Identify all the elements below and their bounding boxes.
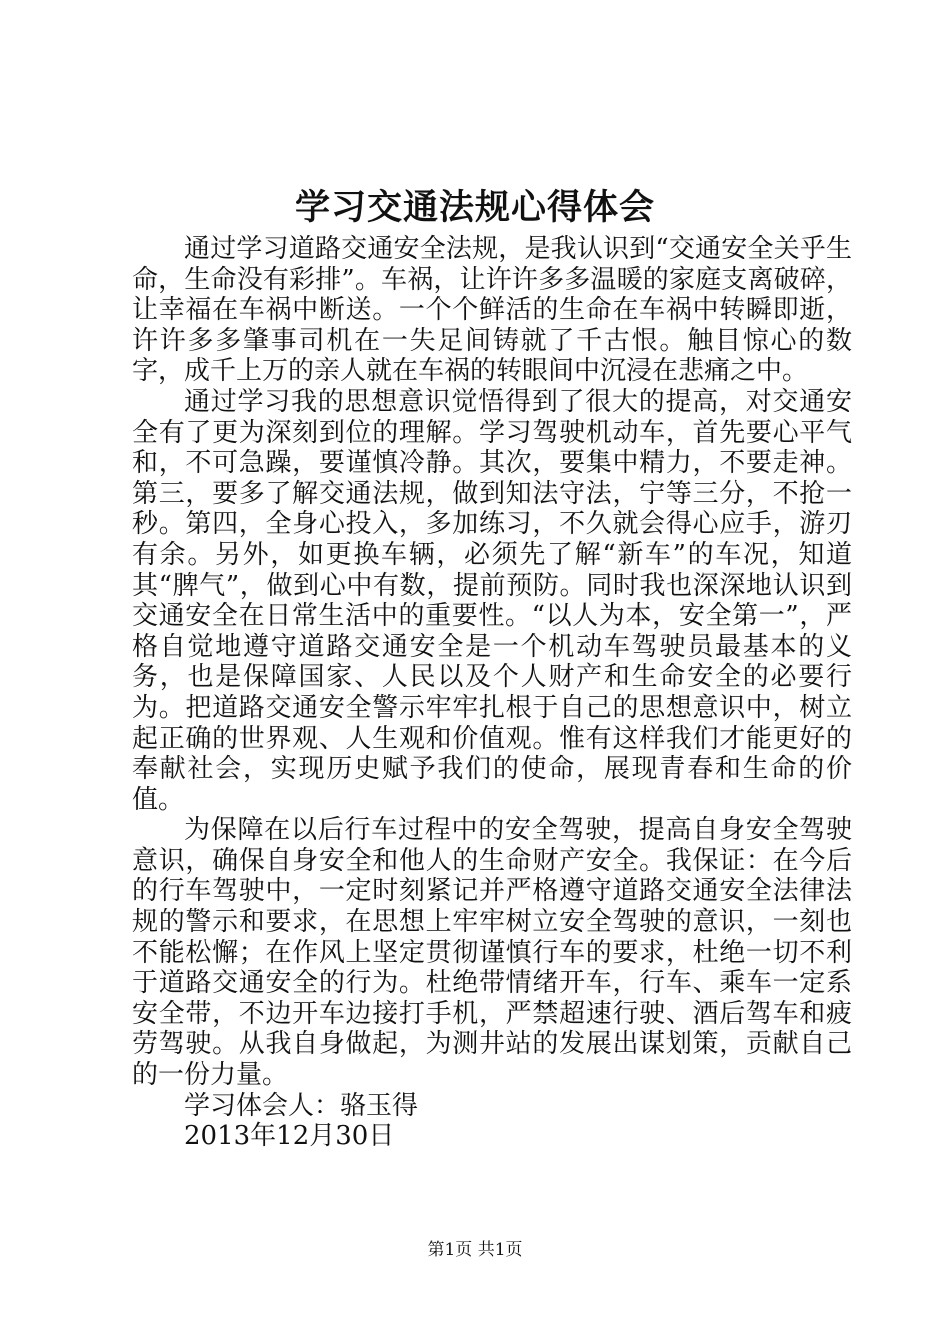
paragraph-2: 通过学习我的思想意识觉悟得到了很大的提高，对交通安全有了更为深刻到位的理解。学习驾驶机动车，首先要心平气和，不可急躁，要谨慎冷静。其次，要集中精力，不要走神。第三，要多了解交通法规，做到知法守法，宁等三分，不抢一秒。第四，全身心投入，多加练习，不久就会得心应手，游刃有余。另外，如更换车辆，必须先了解“新车”的车况，知道其“脾气”，做到心中有数，提前预防。同时我也深深地认识到交通安全在日常生活中的重要性。“以人为本，安全第一”，严格自觉地遵守道路交通安全是一个机动车驾驶员最基本的义务，也是保障国家、人民以及个人财产和生命安全的必要行为。把道路交通安全警示牢牢扎根于自己的思想意识中，树立起正确的世界观、人生观和价值观。惟有这样我们才能更好的奉献社会，实现历史赋予我们的使命，展现青春和生命的价值。: [132, 386, 852, 815]
signature-line: 学习体会人：骆玉得: [184, 1090, 419, 1121]
page-footer: 第1页 共1页: [427, 1240, 523, 1260]
paragraph-3: 为保障在以后行车过程中的安全驾驶，提高自身安全驾驶意识，确保自身安全和他人的生命财产安全。我保证：在今后的行车驾驶中，一定时刻紧记并严格遵守道路交通安全法律法规的警示和要求，在思想上牢牢树立安全驾驶的意识，一刻也不能松懈；在作风上坚定贯彻谨慎行车的要求，杜绝一切不利于道路交通安全的行为。杜绝带情绪开车，行车、乘车一定系安全带，不边开车边接打手机，严禁超速行驶、酒后驾车和疲劳驾驶。从我自身做起，为测井站的发展出谋划策，贡献自己的一份力量。: [132, 815, 852, 1091]
document-title: 学习交通法规心得体会: [294, 187, 655, 228]
date-line: 2013年12月30日: [184, 1121, 395, 1152]
paragraph-1: 通过学习道路交通安全法规，是我认识到“交通安全关乎生命，生命没有彩排”。车祸，让许许多多温暖的家庭支离破碎，让幸福在车祸中断送。一个个鲜活的生命在车祸中转瞬即逝，许许多多肇事司机在一失足间铸就了千古恨。触目惊心的数字，成千上万的亲人就在车祸的转眼间中沉浸在悲痛之中。: [132, 234, 852, 387]
document-body: [132, 234, 852, 1152]
